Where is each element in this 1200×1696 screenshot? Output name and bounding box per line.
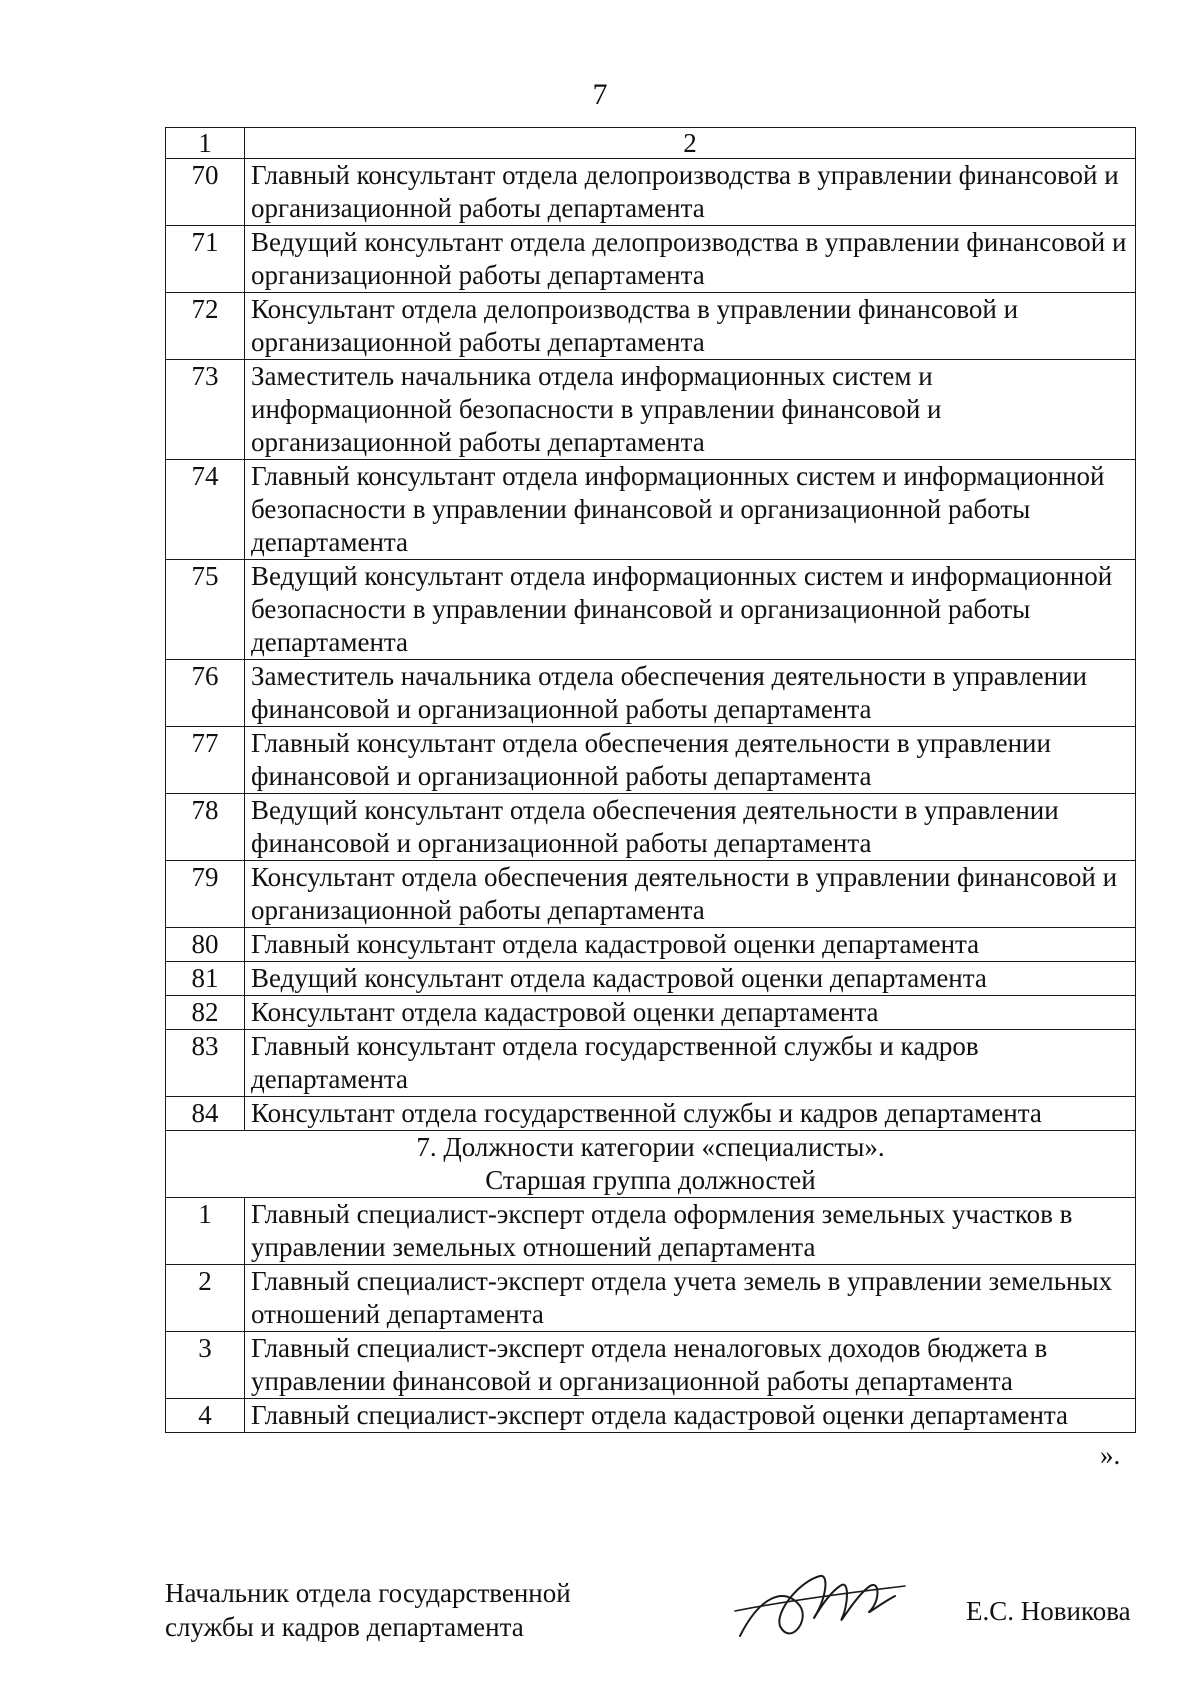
column-header-number: 1 [166,128,245,159]
positions-table [165,127,1136,1433]
row-number: 72 [166,293,245,360]
table-row [166,360,1136,460]
table-row [166,460,1136,560]
table-row [166,226,1136,293]
table-row [166,861,1136,928]
row-number: 84 [166,1097,245,1131]
row-number: 81 [166,962,245,996]
position-title: Главный консультант отдела обеспечения деятельности в управлении финансовой и организационной работы департамента [245,727,1136,794]
position-title: Консультант отдела кадастровой оценки департамента [245,996,1136,1030]
table-row [166,962,1136,996]
position-title: Консультант отдела обеспечения деятельности в управлении финансовой и организационной работы департамента [245,861,1136,928]
table-row [166,727,1136,794]
position-title: Главный консультант отдела кадастровой оценки департамента [245,928,1136,962]
row-number: 79 [166,861,245,928]
position-title: Ведущий консультант отдела информационных систем и информационной безопасности в управлении финансовой и организационной работы департамента [245,560,1136,660]
row-number: 74 [166,460,245,560]
signatory-title-line-1: Начальник отдела государственной [165,1578,571,1608]
position-title: Консультант отдела делопроизводства в управлении финансовой и организационной работы департамента [245,293,1136,360]
position-title: Главный специалист-эксперт отдела оформления земельных участков в управлении земельных отношений департамента [245,1198,1136,1265]
position-title: Заместитель начальника отдела обеспечения деятельности в управлении финансовой и организационной работы департамента [245,660,1136,727]
page-number: 7 [592,78,608,111]
table-row [166,1030,1136,1097]
table-row [166,1097,1136,1131]
table-row [166,293,1136,360]
section-header-row [166,1131,1136,1198]
row-number: 82 [166,996,245,1030]
row-number: 71 [166,226,245,293]
closing-quote-mark: ». [1100,1440,1121,1470]
table-row [166,996,1136,1030]
table-row [166,660,1136,727]
position-title: Главный консультант отдела делопроизводства в управлении финансовой и организационной работы департамента [245,159,1136,226]
signatory-name: Е.С. Новикова [966,1596,1131,1626]
table-row [166,1265,1136,1332]
row-number: 78 [166,794,245,861]
signatory-title [165,1576,571,1644]
position-title: Главный специалист-эксперт отдела учета земель в управлении земельных отношений департамента [245,1265,1136,1332]
row-number: 1 [166,1198,245,1265]
positions-table-body [166,128,1136,1433]
table-row [166,159,1136,226]
position-title: Ведущий консультант отдела кадастровой оценки департамента [245,962,1136,996]
table-row [166,560,1136,660]
row-number: 3 [166,1332,245,1399]
section-header [166,1131,1136,1198]
section-title: 7. Должности категории «специалисты». [416,1132,885,1162]
position-title: Заместитель начальника отдела информационных систем и информационной безопасности в управлении финансовой и организационной работы департамента [245,360,1136,460]
position-title: Главный консультант отдела государственной службы и кадров департамента [245,1030,1136,1097]
position-title: Главный консультант отдела информационных систем и информационной безопасности в управлении финансовой и организационной работы департамента [245,460,1136,560]
column-header-position: 2 [245,128,1136,159]
row-number: 80 [166,928,245,962]
table-row [166,1198,1136,1265]
table-row [166,928,1136,962]
row-number: 83 [166,1030,245,1097]
table-row [166,1399,1136,1433]
row-number: 73 [166,360,245,460]
handwritten-signature [730,1556,910,1656]
position-title: Ведущий консультант отдела делопроизводства в управлении финансовой и организационной работы департамента [245,226,1136,293]
signatory-title-line-2: службы и кадров департамента [165,1612,524,1642]
row-number: 2 [166,1265,245,1332]
position-title: Консультант отдела государственной службы и кадров департамента [245,1097,1136,1131]
position-title: Ведущий консультант отдела обеспечения деятельности в управлении финансовой и организационной работы департамента [245,794,1136,861]
row-number: 75 [166,560,245,660]
position-title: Главный специалист-эксперт отдела кадастровой оценки департамента [245,1399,1136,1433]
row-number: 70 [166,159,245,226]
row-number: 77 [166,727,245,794]
column-header-row [166,128,1136,159]
table-row [166,1332,1136,1399]
section-subtitle: Старшая группа должностей [485,1165,816,1195]
position-title: Главный специалист-эксперт отдела неналоговых доходов бюджета в управлении финансовой и организационной работы департамента [245,1332,1136,1399]
table-row [166,794,1136,861]
row-number: 76 [166,660,245,727]
row-number: 4 [166,1399,245,1433]
